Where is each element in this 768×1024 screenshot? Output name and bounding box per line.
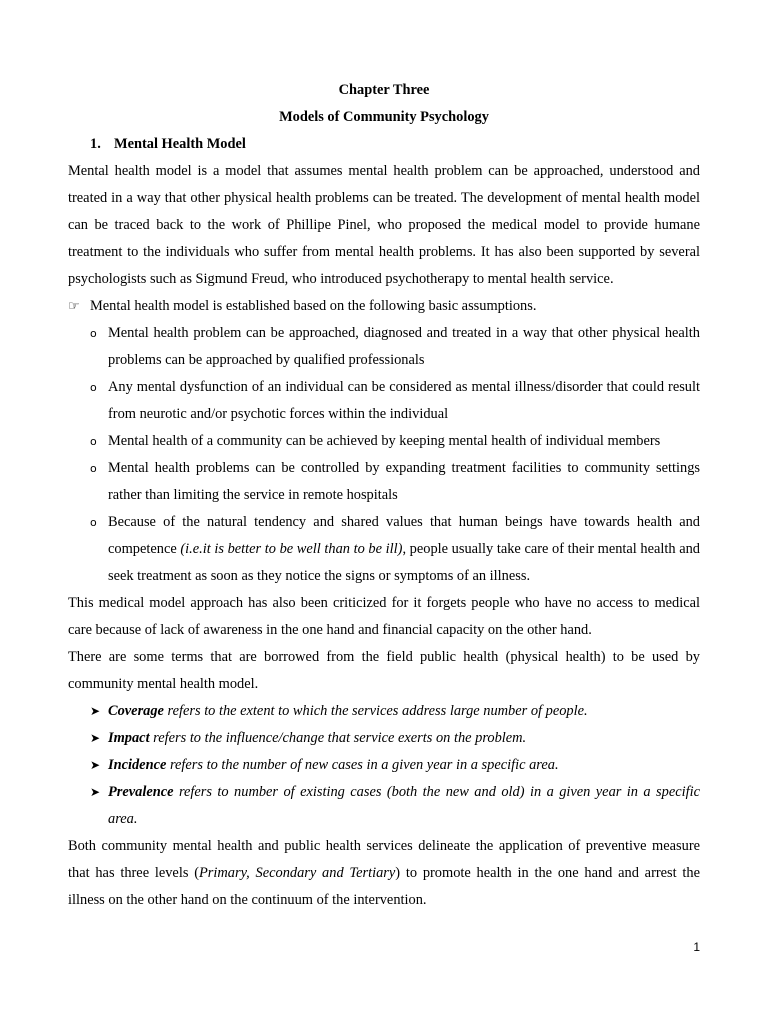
- assumptions-lead-text: Mental health model is established based on the following basic assumptions.: [90, 298, 537, 314]
- circle-bullet-icon: o: [90, 516, 97, 529]
- term-description: refers to number of existing cases (both the new and old) in a given year in a specific area.: [108, 784, 700, 827]
- chapter-subtitle: Models of Community Psychology: [279, 109, 489, 125]
- term-definition: [108, 725, 700, 752]
- term-description: refers to the extent to which the services address large number of people.: [163, 703, 588, 719]
- assumption-text-part: Because of the natural tendency and shared values that human beings have towards health and competence: [108, 514, 700, 557]
- section-title: Mental Health Model: [114, 136, 246, 152]
- criticism-paragraph: This medical model approach has also been criticized for it forgets people who have no access to medical care because of lack of awareness in the one hand and financial capacity on the other hand.: [68, 595, 700, 638]
- term-name: Prevalence: [108, 784, 174, 800]
- list-item: [68, 320, 700, 374]
- term-definition: [108, 698, 700, 725]
- document-page: [68, 77, 700, 914]
- term-definition: [108, 752, 700, 779]
- list-item: [68, 752, 700, 779]
- list-item: [68, 509, 700, 590]
- section-heading: [68, 131, 700, 158]
- list-item: [68, 374, 700, 428]
- term-description: refers to the number of new cases in a given year in a specific area.: [166, 757, 559, 773]
- section-number: 1.: [90, 136, 101, 152]
- intro-paragraph: Mental health model is a model that assumes mental health problem can be approached, understood and treated in a way that other physical health problems can be treated. The development of mental health model can be traced back to the work of Phillipe Pinel, who proposed the medical model to provide humane treatment to the individuals who suffer from mental health problems. It has also been supported by several psychologists such as Sigmund Freud, who introduced psychotherapy to mental health service.: [68, 163, 700, 287]
- term-name: Coverage: [108, 703, 164, 719]
- arrow-bullet-icon: ➤: [90, 758, 101, 772]
- assumptions-lead: [68, 293, 700, 320]
- arrow-bullet-icon: ➤: [90, 731, 101, 745]
- chapter-title: Chapter Three: [338, 82, 430, 98]
- prevention-levels: Primary, Secondary and Tertiary: [199, 865, 396, 881]
- term-description: refers to the influence/change that service exerts on the problem.: [149, 730, 527, 746]
- circle-bullet-icon: o: [90, 462, 97, 475]
- assumption-text: Mental health problems can be controlled by expanding treatment facilities to community settings rather than limiting the service in remote hospitals: [108, 460, 700, 503]
- arrow-bullet-icon: ➤: [90, 704, 101, 718]
- assumptions-list: [68, 320, 700, 590]
- assumption-text: Mental health problem can be approached, diagnosed and treated in a way that other physical health problems can be approached by qualified professionals: [108, 325, 700, 368]
- term-definition: [108, 779, 700, 833]
- page-number: 1: [693, 940, 700, 954]
- term-name: Incidence: [108, 757, 167, 773]
- terms-intro-paragraph: There are some terms that are borrowed from the field public health (physical health) to be used by community mental health model.: [68, 649, 700, 692]
- list-item: [68, 428, 700, 455]
- assumption-text-part: , people usually take care of their mental health and seek treatment as soon as they notice the signs or symptoms of an illness.: [108, 541, 700, 584]
- closing-text-part: Both community mental health and public health services delineate the application of preventive measure that has three levels (: [68, 838, 700, 881]
- assumption-text: [108, 509, 700, 590]
- assumption-italic-note: (i.e.it is better to be well than to be ill): [180, 541, 403, 557]
- circle-bullet-icon: o: [90, 327, 97, 340]
- pointing-hand-icon: ☞: [68, 299, 80, 314]
- closing-text-part: ) to promote health in the one hand and arrest the illness on the other hand on the continuum of the intervention.: [68, 865, 700, 908]
- list-item: [68, 698, 700, 725]
- circle-bullet-icon: o: [90, 435, 97, 448]
- assumption-text: Any mental dysfunction of an individual can be considered as mental illness/disorder that could result from neurotic and/or psychotic forces within the individual: [108, 379, 700, 422]
- list-item: [68, 779, 700, 833]
- closing-paragraph: [68, 833, 700, 914]
- list-item: [68, 725, 700, 752]
- list-item: [68, 455, 700, 509]
- circle-bullet-icon: o: [90, 381, 97, 394]
- arrow-bullet-icon: ➤: [90, 785, 101, 799]
- assumption-text: Mental health of a community can be achieved by keeping mental health of individual members: [108, 433, 661, 449]
- terms-list: [68, 698, 700, 833]
- term-name: Impact: [108, 730, 150, 746]
